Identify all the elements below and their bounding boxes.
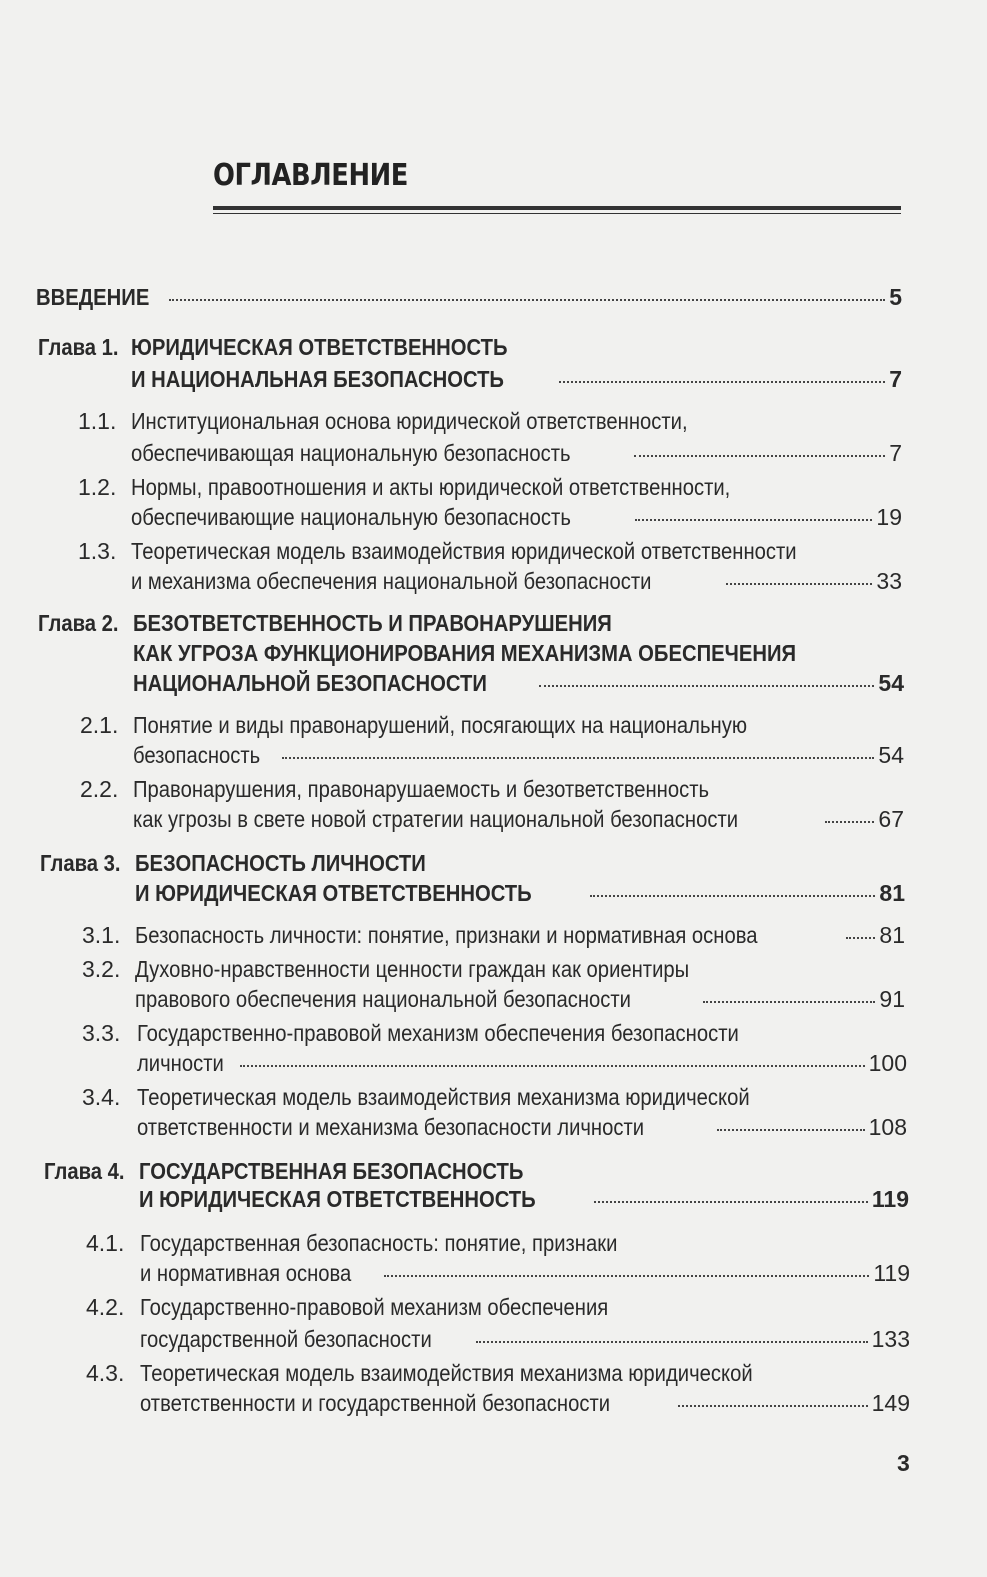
title-rule-thin [213,213,901,214]
dot-leader [726,583,872,585]
entry-page: 133 [871,1326,910,1352]
section-number: 2.2. [80,776,119,802]
entry-page: 91 [879,986,905,1012]
section-title-last-line [135,922,905,949]
entry-text: и механизма обеспечения национальной безопасности [131,568,652,594]
entry-page: 5 [889,284,902,310]
section-title-last-line [135,986,905,1013]
section-number: 4.2. [86,1294,125,1320]
section-title-line: Государственная безопасность: понятие, признаки [140,1230,618,1256]
entry-page: 19 [876,504,902,530]
entry-text: НАЦИОНАЛЬНОЙ БЕЗОПАСНОСТИ [133,670,487,696]
section-title-last-line [131,440,902,467]
chapter-title-last-line [131,366,902,393]
dot-leader [634,455,885,457]
section-number: 4.1. [86,1230,125,1256]
section-title-line: Нормы, правоотношения и акты юридической ответственности, [131,474,731,500]
chapter-title-last-line [139,1186,909,1213]
section-number: 1.3. [78,538,117,564]
section-title-line: Теоретическая модель взаимодействия механизма юридической [140,1360,753,1386]
dot-leader [825,821,875,823]
dot-leader [384,1275,869,1277]
chapter-title-last-line [133,670,904,697]
dot-leader [590,895,876,897]
entry-page: 81 [879,880,905,906]
title-rule-thick [213,206,901,210]
section-number: 3.3. [82,1020,121,1046]
section-title-last-line [140,1390,910,1417]
entry-page: 54 [878,742,904,768]
section-title-last-line [131,568,902,595]
dot-leader [282,757,875,759]
entry-text: как угрозы в свете новой стратегии национальной безопасности [133,806,739,832]
section-number: 3.4. [82,1084,121,1110]
dot-leader [240,1065,865,1067]
chapter-title-line: ГОСУДАРСТВЕННАЯ БЕЗОПАСНОСТЬ [139,1158,524,1184]
section-number: 2.1. [80,712,119,738]
section-title-last-line [133,742,904,769]
entry-page: 100 [868,1050,907,1076]
section-title-line: Государственно-правовой механизм обеспечения [140,1294,609,1320]
toc-entry-intro [36,284,902,311]
entry-page: 7 [889,440,902,466]
entry-page: 33 [876,568,902,594]
entry-text: обеспечивающая национальную безопасность [131,440,571,466]
section-title-line: Институциональная основа юридической ответственности, [131,408,688,434]
section-title-line: Понятие и виды правонарушений, посягающих на национальную [133,712,748,738]
dot-leader [678,1405,868,1407]
dot-leader [169,299,885,301]
entry-page: 81 [879,922,905,948]
section-title-line: Духовно-нравственности ценности граждан как ориентиры [135,956,690,982]
dot-leader [703,1001,876,1003]
section-title-line: Теоретическая модель взаимодействия юридической ответственности [131,538,797,564]
section-number: 4.3. [86,1360,125,1386]
entry-text: государственной безопасности [140,1326,432,1352]
section-title-line: Теоретическая модель взаимодействия механизма юридической [137,1084,750,1110]
dot-leader [717,1129,864,1131]
chapter-title-last-line [135,880,905,907]
entry-text: правового обеспечения национальной безопасности [135,986,631,1012]
entry-text: Безопасность личности: понятие, признаки и нормативная основа [135,922,758,948]
section-number: 1.2. [78,474,117,500]
section-title-last-line [140,1260,910,1287]
entry-text: ВВЕДЕНИЕ [36,284,150,310]
chapter-title-line: КАК УГРОЗА ФУНКЦИОНИРОВАНИЯ МЕХАНИЗМА ОБЕСПЕЧЕНИЯ [133,640,797,666]
section-title-last-line [131,504,902,531]
entry-text: И НАЦИОНАЛЬНАЯ БЕЗОПАСНОСТЬ [131,366,504,392]
chapter-label: Глава 1. [38,334,119,360]
dot-leader [635,519,873,521]
section-number: 3.2. [82,956,121,982]
chapter-title-line: БЕЗОПАСНОСТЬ ЛИЧНОСТИ [135,850,426,876]
entry-page: 67 [878,806,904,832]
section-title-last-line [137,1050,907,1077]
dot-leader [476,1341,868,1343]
entry-text: ответственности и государственной безопасности [140,1390,611,1416]
dot-leader [846,937,875,939]
dot-leader [559,381,885,383]
entry-text: обеспечивающие национальную безопасность [131,504,571,530]
section-title-line: Правонарушения, правонарушаемость и безответственность [133,776,710,802]
dot-leader [594,1201,868,1203]
entry-page: 149 [871,1390,910,1416]
entry-page: 119 [871,1186,909,1212]
entry-text: и нормативная основа [140,1260,352,1286]
entry-text: ответственности и механизма безопасности личности [137,1114,645,1140]
section-title-last-line [140,1326,910,1353]
entry-page: 108 [868,1114,907,1140]
section-title-last-line [133,806,904,833]
section-title-last-line [137,1114,907,1141]
chapter-label: Глава 3. [40,850,121,876]
chapter-label: Глава 2. [38,610,119,636]
section-number: 1.1. [78,408,117,434]
entry-text: безопасность [133,742,261,768]
entry-page: 54 [878,670,904,696]
dot-leader [539,685,874,687]
entry-page: 7 [889,366,902,392]
section-title-line: Государственно-правовой механизм обеспечения безопасности [137,1020,739,1046]
entry-page: 119 [873,1260,910,1286]
page-number: 3 [897,1450,910,1476]
chapter-title-line: ЮРИДИЧЕСКАЯ ОТВЕТСТВЕННОСТЬ [131,334,508,360]
entry-text: И ЮРИДИЧЕСКАЯ ОТВЕТСТВЕННОСТЬ [135,880,532,906]
chapter-title-line: БЕЗОТВЕТСТВЕННОСТЬ И ПРАВОНАРУШЕНИЯ [133,610,612,636]
entry-text: И ЮРИДИЧЕСКАЯ ОТВЕТСТВЕННОСТЬ [139,1186,536,1212]
section-number: 3.1. [82,922,121,948]
toc-title: ОГЛАВЛЕНИЕ [213,158,409,193]
entry-text: личности [137,1050,224,1076]
chapter-label: Глава 4. [44,1158,125,1184]
